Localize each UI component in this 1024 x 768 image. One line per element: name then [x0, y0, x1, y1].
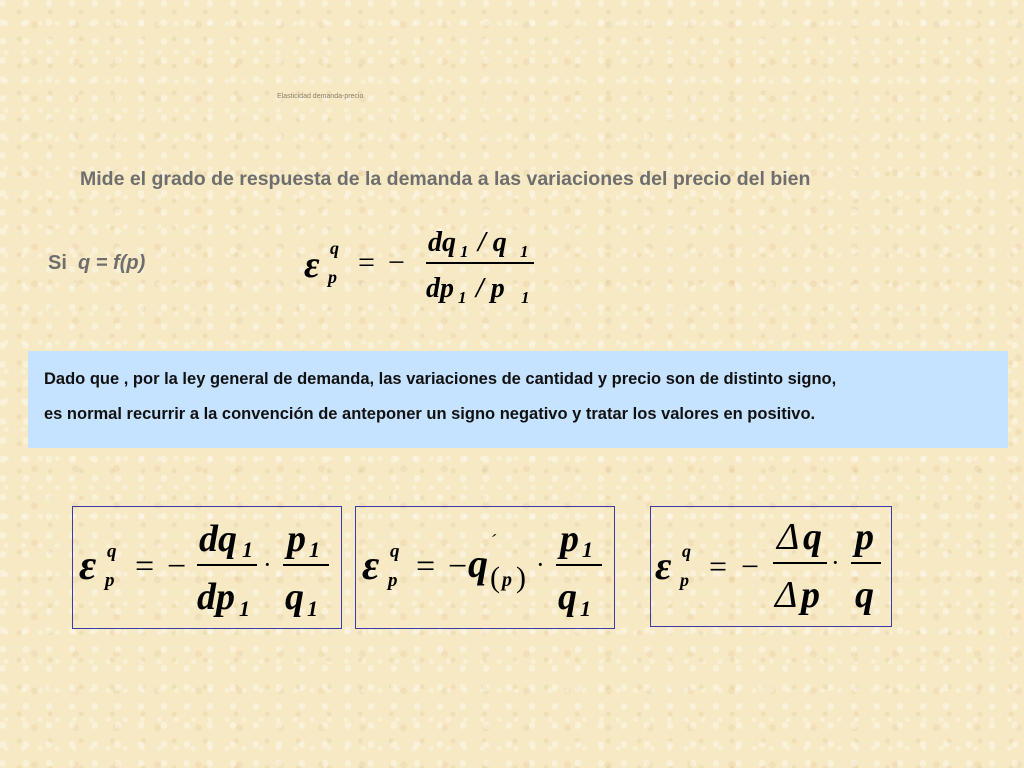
svg-text:dp: dp	[197, 576, 235, 618]
svg-text:p: p	[855, 516, 874, 558]
svg-text:q: q	[803, 516, 822, 558]
svg-text:ε: ε	[79, 543, 97, 589]
svg-text:dp: dp	[426, 273, 454, 304]
svg-text:p: p	[560, 518, 579, 560]
note-box	[28, 351, 1008, 448]
svg-text:q: q	[855, 574, 874, 616]
svg-text:ε: ε	[362, 543, 380, 589]
svg-text:dq: dq	[199, 518, 237, 560]
svg-text:·: ·	[831, 548, 840, 577]
svg-text:1: 1	[460, 242, 469, 261]
formula-derivative	[73, 507, 341, 628]
svg-text:−: −	[388, 246, 405, 279]
svg-text:1: 1	[239, 596, 250, 621]
svg-text:p: p	[105, 570, 115, 591]
svg-text:−: −	[167, 548, 187, 585]
svg-text:): )	[516, 561, 526, 594]
svg-text:1: 1	[580, 596, 591, 621]
svg-text:p: p	[388, 570, 398, 591]
svg-text:p: p	[680, 570, 689, 590]
svg-text:Δ: Δ	[775, 574, 798, 616]
svg-text:/ q: / q	[478, 227, 507, 258]
svg-text:ε: ε	[304, 244, 320, 286]
svg-text:1: 1	[307, 596, 318, 621]
svg-text:1: 1	[309, 537, 320, 562]
svg-text:´: ´	[490, 531, 496, 551]
svg-text:p: p	[328, 267, 337, 287]
svg-text:1: 1	[458, 288, 467, 307]
svg-text:q: q	[682, 541, 691, 561]
note-line-2: es normal recurrir a la convención de anteponer un signo negativo y tratar los valores en positivo.	[44, 405, 816, 423]
svg-text:q: q	[107, 541, 117, 562]
svg-text:dq: dq	[428, 227, 456, 258]
svg-text:q: q	[558, 576, 577, 618]
svg-text:−: −	[741, 548, 760, 584]
formula-box-derivative	[72, 506, 342, 629]
svg-text:=: =	[709, 548, 728, 584]
svg-text:·: ·	[536, 550, 545, 579]
svg-text:q: q	[285, 576, 304, 618]
svg-text:(: (	[490, 561, 500, 594]
svg-text:p: p	[502, 569, 512, 591]
formula-inverse-derivative	[356, 507, 614, 628]
condition-function: q = f(p)	[78, 252, 146, 274]
svg-text:/ p: / p	[476, 273, 505, 304]
svg-text:p: p	[287, 518, 306, 560]
slide-subtitle: Elasticidad demanda-precio	[277, 93, 364, 100]
svg-text:−: −	[448, 548, 468, 585]
condition-label	[48, 252, 145, 275]
svg-text:=: =	[135, 548, 155, 585]
formula-box-increments	[650, 506, 892, 627]
svg-text:ε: ε	[655, 543, 672, 588]
svg-text:1: 1	[521, 288, 530, 307]
main-elasticity-formula	[300, 222, 550, 312]
svg-text:=: =	[416, 548, 436, 585]
formula-box-inverse-derivative	[355, 506, 615, 629]
svg-text:p: p	[801, 574, 820, 616]
formula-increments	[651, 507, 891, 626]
svg-text:1: 1	[242, 537, 253, 562]
svg-text:1: 1	[520, 242, 529, 261]
svg-text:q: q	[468, 541, 488, 586]
svg-text:Δ: Δ	[777, 516, 800, 558]
svg-text:q: q	[330, 238, 339, 258]
condition-prefix: Si	[48, 252, 67, 274]
svg-text:·: ·	[263, 550, 272, 579]
intro-text: Mide el grado de respuesta de la demanda a las variaciones del precio del bien	[80, 168, 811, 190]
svg-text:q: q	[390, 541, 400, 562]
note-line-1: Dado que , por la ley general de demanda, las variaciones de cantidad y precio son de distinto signo,	[44, 370, 837, 388]
svg-text:1: 1	[582, 537, 593, 562]
svg-text:=: =	[358, 246, 375, 279]
